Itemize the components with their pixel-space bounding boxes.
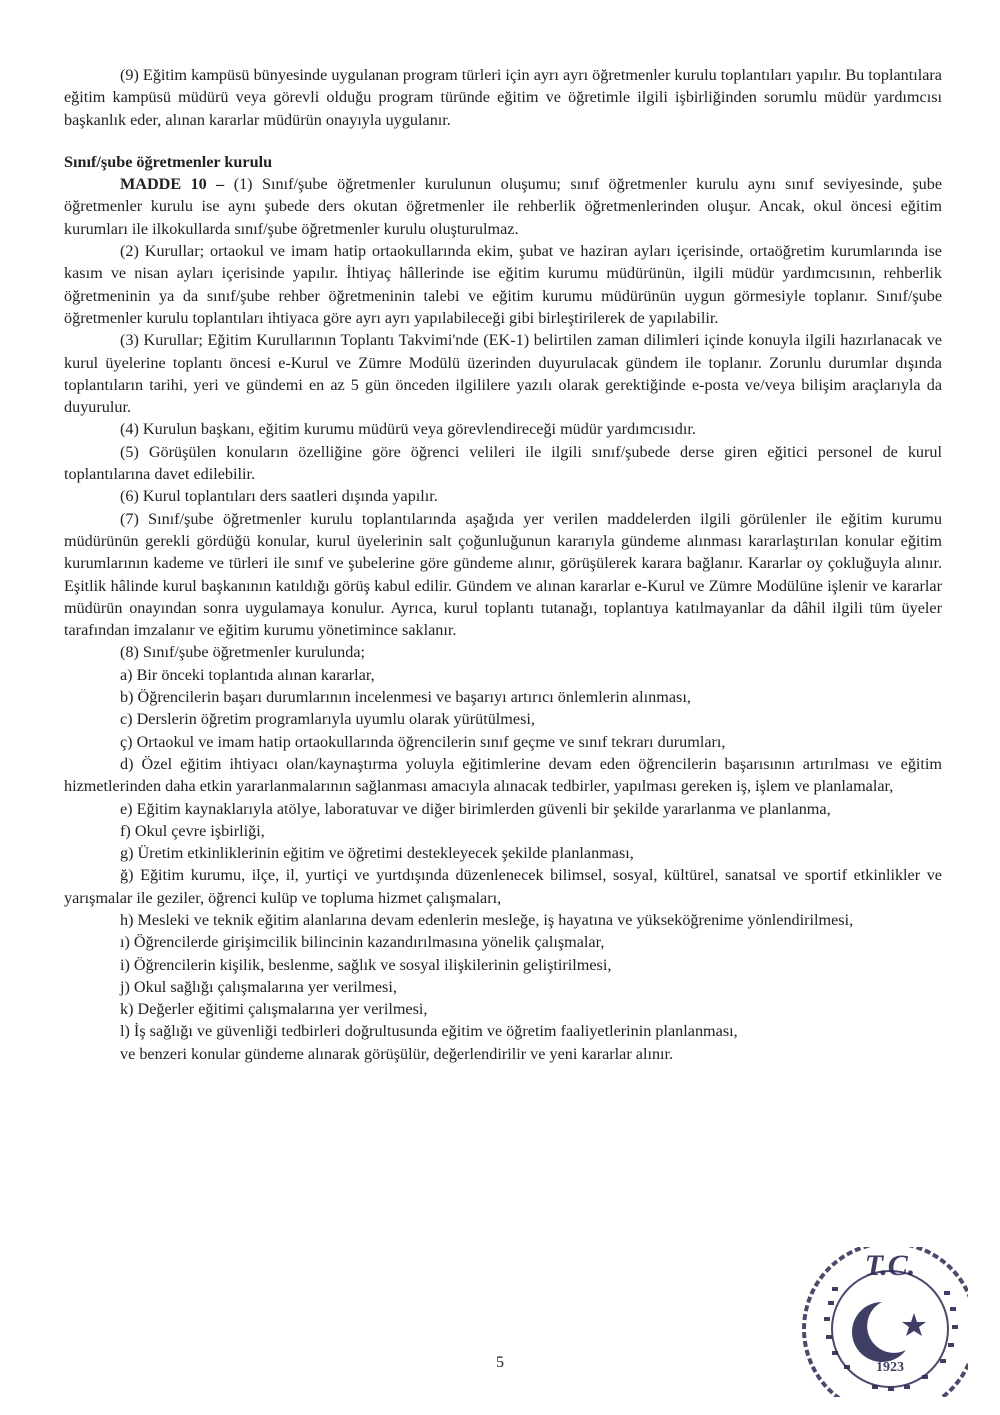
list-item: k) Değerler eğitimi çalışmalarına yer verilmesi, — [120, 1000, 428, 1019]
document-page — [64, 64, 942, 1065]
madde-text: (1) Sınıf/şube öğretmenler kurulunun oluşumu; sınıf öğretmenler kurulu aynı sınıf seviyesinde, şube öğretmenler kurulu ise aynı şubede ders okutan öğretmenler ile rehberlik öğretmenlerinden oluşur. Ancak, okul öncesi eğitim kurumları ile ilkokullarda sınıf/şube öğretmenler kurulu oluşturulmaz. — [64, 175, 942, 238]
list-item: ç) Ortaokul ve imam hatip ortaokullarında öğrencilerin sınıf geçme ve sınıf tekrarı durumları, — [120, 732, 726, 751]
body-paragraph: (6) Kurul toplantıları ders saatleri dışında yapılır. — [120, 487, 438, 506]
list-item: j) Okul sağlığı çalışmalarına yer verilmesi, — [120, 977, 397, 996]
list-item: h) Mesleki ve teknik eğitim alanlarına devam edenlerin mesleğe, iş hayatına ve yükseköğrenime yönlendirilmesi, — [120, 910, 854, 929]
list-item: f) Okul çevre işbirliği, — [120, 821, 265, 840]
paragraph-9: (9) Eğitim kampüsü bünyesinde uygulanan program türleri için ayrı ayrı öğretmenler kurulu toplantıları yapılır. Bu toplantılara eğitim kampüsü müdürü veya görevli olduğu program türünde eğitim ve öğretimle ilgili işbirliğinden sorumlu müdür yardımcısı başkanlık eder, alınan kararlar müdürün onayıyla uygulanır. — [64, 66, 942, 129]
article-body — [64, 240, 942, 1065]
body-paragraph: (2) Kurullar; ortaokul ve imam hatip ortaokullarında ekim, şubat ve haziran ayları içerisinde, ortaöğretim kurumlarında ise kasım ve nisan ayları içerisinde yapılır. İhtiyaç hâllerinde ise eğitim kurumu müdürünün, ilgili müdür yardımcısının, rehberlik öğretmeninin ya da sınıf/şube rehber öğretmeninin talebi ve eğitim kurumu müdürünün uygun görmesiyle toplanır. Sınıf/şube öğretmenler kurulu toplantıları ihtiyaca göre ayrı ayrı yapılabileceği gibi birleştirilerek de yapılabilir. — [64, 242, 942, 327]
list-item: d) Özel eğitim ihtiyacı olan/kaynaştırma yoluyla eğitimlerine devam eden öğrencilerin başarısının artırılması ve eğitim hizmetlerinden daha etkin yararlanmalarının sağlanması amacıyla alınacak tedbirler, yapılması gereken iş, işlem ve planlamalar, — [64, 754, 942, 796]
madde-10-paragraph — [64, 173, 942, 240]
svg-text:T.C.: T.C. — [864, 1249, 916, 1282]
list-item: b) Öğrencilerin başarı durumlarının incelenmesi ve başarıyı artırıcı önlemlerin alınması, — [120, 688, 691, 707]
list-item: a) Bir önceki toplantıda alınan kararlar, — [120, 665, 375, 684]
body-paragraph: (5) Görüşülen konuların özelliğine göre öğrenci velileri ile ilgili sınıf/şubede derse giren eğitici personel de kurul toplantılarına davet edilebilir. — [64, 442, 942, 484]
madde-label: MADDE 10 – — [120, 175, 225, 194]
spacer — [64, 131, 942, 151]
list-item: g) Üretim etkinliklerinin eğitim ve öğretimi destekleyecek şekilde planlanması, — [120, 844, 634, 863]
list-item: ve benzeri konular gündeme alınarak görüşülür, değerlendirilir ve yeni kararlar alınır. — [120, 1044, 674, 1063]
list-item: ı) Öğrencilerde girişimcilik bilincinin kazandırılmasına yönelik çalışmalar, — [120, 933, 605, 952]
list-item: l) İş sağlığı ve güvenliği tedbirleri doğrultusunda eğitim ve öğretim faaliyetlerinin planlanması, — [120, 1022, 738, 1041]
official-seal-stamp — [772, 1247, 968, 1397]
body-paragraph: (7) Sınıf/şube öğretmenler kurulu toplantılarında aşağıda yer verilen maddelerden ilgili görülenler ile eğitim kurumu müdürünün gerekli gördüğü konular, kurul üyelerinin salt çoğunluğunun kararıyla gündeme alınması kararlaştırılan konular eğitim kurumlarının kademe ve türleri ile sınıf ve şubelerine göre gündeme alınır, görüşülerek karara bağlanır. Kararlar oy çokluğuyla alınır. Eşitlik hâlinde kurul başkanının katıldığı görüş kabul edilir. Gündem ve alınan kararlar e-Kurul ve Zümre Modülüne işlenir ve kararlar müdürün onayından sonra uygulamaya konulur. Ayrıca, kurul toplantı tutanağı, toplantıya katılmayanlar da dâhil ilgili tüm üyeler tarafından imzalanır ve eğitim kurumu yönetimince saklanır. — [64, 509, 942, 640]
page-number: 5 — [496, 1354, 504, 1371]
list-item: i) Öğrencilerin kişilik, beslenme, sağlık ve sosyal ilişkilerinin geliştirilmesi, — [120, 955, 612, 974]
body-paragraph: (3) Kurullar; Eğitim Kurullarının Toplantı Takvimi'nde (EK-1) belirtilen zaman dilimleri içinde konuyla ilgili hazırlanacak ve kurul üyelerine toplantı öncesi e-Kurul ve Zümre Modülü üzerinden duyurulacak gündem ile toplanır. Zorunlu durumlar dışında toplantıların tarihi, yeri ve gündemi en az 5 gün önceden ilgililere yazılı olarak gerektiğinde e-posta ve/veya bilişim araçlarıyla da duyurulur. — [64, 331, 942, 417]
list-item: c) Derslerin öğretim programlarıyla uyumlu olarak yürütülmesi, — [120, 710, 535, 729]
body-paragraph: (4) Kurulun başkanı, eğitim kurumu müdürü veya görevlendireceği müdür yardımcısıdır. — [120, 420, 696, 439]
list-item: e) Eğitim kaynaklarıyla atölye, laboratuvar ve diğer birimlerden güvenli bir şekilde yararlanma ve planlanma, — [120, 799, 831, 818]
svg-text:1923: 1923 — [876, 1360, 904, 1375]
section-title: Sınıf/şube öğretmenler kurulu — [64, 152, 273, 171]
list-item: ğ) Eğitim kurumu, ilçe, il, yurtiçi ve yurtdışında düzenlenecek bilimsel, sosyal, kültürel, sanatsal ve sportif etkinlikler ve yarışmalar ile geziler, öğrenci kulüp ve topluma hizmet çalışmaları, — [64, 866, 942, 907]
body-paragraph: (8) Sınıf/şube öğretmenler kurulunda; — [120, 643, 366, 662]
